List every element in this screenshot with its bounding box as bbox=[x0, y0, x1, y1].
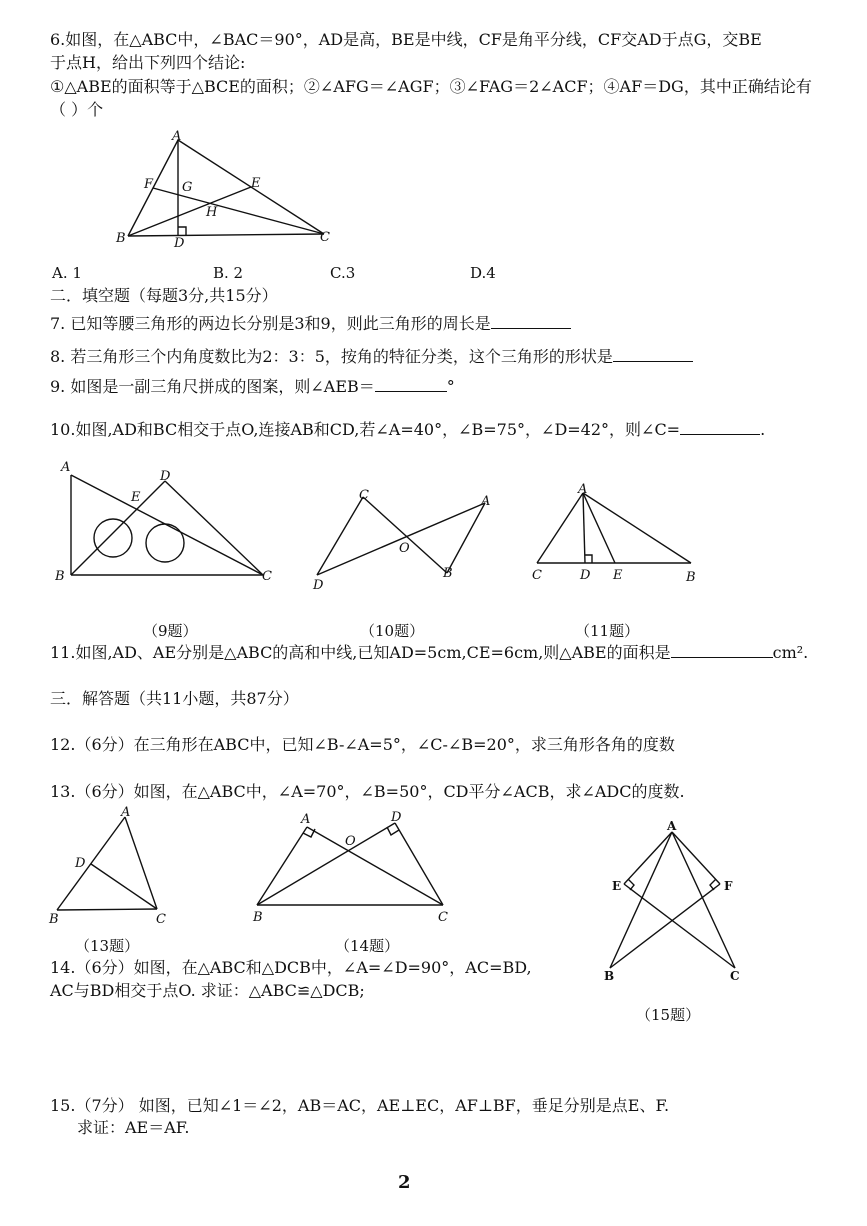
segment-bd bbox=[257, 823, 395, 905]
q9-suffix: ° bbox=[446, 377, 455, 396]
q6-line3: ①△ABE的面积等于△BCE的面积；②∠AFG＝∠AGF；③∠FAG＝2∠ACF；④AF＝DG，其中正确结论有 bbox=[50, 77, 812, 96]
label-e: E bbox=[612, 879, 622, 893]
q11-text: 11.如图,AD、AE分别是△ABC的高和中线,已知AD=5cm,CE=6cm,则△ABE的面积是 bbox=[50, 643, 671, 662]
q9-text: 9. 如图是一副三角尺拼成的图案，则∠AEB＝ bbox=[50, 377, 375, 396]
q15-line2: 求证：AE＝AF. bbox=[77, 1118, 190, 1137]
segment-cd bbox=[91, 864, 157, 909]
q7-blank[interactable] bbox=[491, 314, 571, 329]
figure-q9 bbox=[55, 455, 285, 590]
label-d: D bbox=[160, 469, 171, 484]
q12: 12.（6分）在三角形在ABC中，已知∠B-∠A=5°，∠C-∠B=20°，求三角形各角的度数 bbox=[50, 735, 675, 754]
right-angle-d bbox=[178, 227, 186, 235]
edge-dc bbox=[165, 481, 263, 575]
figure-q14 bbox=[245, 805, 465, 930]
q11 bbox=[50, 643, 808, 663]
section2-heading: 二．填空题（每题3分,共15分） bbox=[50, 286, 278, 305]
circle-left bbox=[94, 519, 132, 557]
q13: 13.（6分）如图，在△ABC中，∠A=70°，∠B=50°，CD平分∠ACB，求∠ADC的度数. bbox=[50, 782, 685, 801]
q7 bbox=[50, 314, 571, 334]
label-a: A bbox=[481, 494, 491, 509]
label-a: A bbox=[578, 483, 588, 497]
label-b: B bbox=[443, 566, 453, 581]
q9-blank[interactable] bbox=[375, 377, 447, 392]
figure-q10 bbox=[305, 485, 505, 595]
section3-heading: 三．解答题（共11小题，共87分） bbox=[50, 689, 299, 708]
segment-dc bbox=[395, 823, 443, 905]
label-a: A bbox=[121, 805, 131, 820]
q15-line1: 15.（7分） 如图，已知∠1＝∠2，AB＝AC，AE⊥EC，AF⊥BF，垂足分别是点E、F. bbox=[50, 1096, 670, 1115]
q14-line1: 14.（6分）如图，在△ABC和△DCB中，∠A=∠D=90°，AC=BD, bbox=[50, 958, 532, 977]
label-a: A bbox=[667, 819, 677, 833]
q10-blank[interactable] bbox=[680, 420, 760, 435]
segment-ba bbox=[257, 827, 307, 905]
label-g: G bbox=[182, 180, 193, 195]
label-c: C bbox=[730, 969, 740, 983]
edge-bd bbox=[71, 481, 165, 575]
label-b: B bbox=[604, 969, 615, 983]
q8-text: 8. 若三角形三个内角度数比为2：3：5，按角的特征分类，这个三角形的形状是 bbox=[50, 347, 613, 366]
q11-unit: cm². bbox=[772, 643, 809, 662]
segment-cd bbox=[317, 497, 363, 575]
segment-af bbox=[672, 832, 720, 884]
label-f: F bbox=[724, 879, 733, 893]
right-angle-d bbox=[585, 555, 592, 563]
figure-q11 bbox=[525, 483, 710, 588]
label-c: C bbox=[320, 230, 330, 245]
label-c: C bbox=[262, 569, 272, 584]
label-b: B bbox=[116, 231, 126, 246]
segment-bc bbox=[128, 234, 324, 236]
segment-da bbox=[317, 503, 485, 575]
segment-ab bbox=[610, 832, 672, 968]
q8-blank[interactable] bbox=[613, 347, 693, 362]
label-o: O bbox=[399, 541, 410, 556]
label-b: B bbox=[686, 570, 696, 585]
label-e: E bbox=[613, 568, 623, 583]
segment-fb bbox=[610, 884, 720, 968]
edge-bc bbox=[57, 909, 157, 910]
edge-ac bbox=[125, 817, 157, 909]
segment-cb bbox=[363, 497, 447, 573]
label-c: C bbox=[532, 568, 542, 583]
q14-line2: AC与BD相交于点O. 求证：△ABC≌△DCB; bbox=[50, 981, 365, 1000]
label-d: D bbox=[391, 810, 402, 825]
q10-suffix: . bbox=[760, 420, 766, 439]
label-h: H bbox=[206, 205, 218, 220]
q6-option-c: C.3 bbox=[330, 264, 356, 282]
q6-option-b: B. 2 bbox=[213, 264, 244, 282]
q11-blank[interactable] bbox=[671, 643, 773, 658]
q6-line1: 6.如图，在△ABC中，∠BAC＝90°，AD是高，BE是中线，CF是角平分线，CF交AD于点G，交BE bbox=[50, 30, 762, 49]
figure-q13 bbox=[45, 805, 185, 930]
label-d: D bbox=[75, 856, 86, 871]
label-a: A bbox=[61, 460, 71, 475]
label-c: C bbox=[156, 912, 166, 927]
right-angle-d bbox=[387, 827, 399, 835]
label-d: D bbox=[313, 578, 324, 593]
q7-text: 7. 已知等腰三角形的两边长分别是3和9，则此三角形的周长是 bbox=[50, 314, 491, 333]
label-d: D bbox=[580, 568, 591, 583]
segment-ab bbox=[447, 503, 485, 573]
segment-ad bbox=[583, 493, 585, 563]
q10-text: 10.如图,AD和BC相交于点O,连接AB和CD,若∠A=40°，∠B=75°，∠D=42°，则∠C= bbox=[50, 420, 681, 439]
caption-q14: （14题） bbox=[335, 937, 400, 955]
segment-ae bbox=[624, 832, 672, 884]
q10 bbox=[50, 420, 765, 440]
caption-q10: （10题） bbox=[360, 622, 425, 640]
label-b: B bbox=[253, 910, 263, 925]
q8 bbox=[50, 347, 693, 367]
q6-line2: 于点H，给出下列四个结论: bbox=[50, 53, 246, 72]
label-o: O bbox=[345, 834, 356, 849]
segment-ac bbox=[307, 827, 443, 905]
q6-option-a: A. 1 bbox=[52, 264, 82, 282]
label-e: E bbox=[131, 490, 141, 505]
label-e: E bbox=[251, 176, 261, 191]
label-c: C bbox=[438, 910, 448, 925]
label-f: F bbox=[144, 177, 154, 192]
edge-ab bbox=[57, 817, 125, 910]
caption-q13: （13题） bbox=[75, 937, 140, 955]
edge-ac bbox=[537, 493, 583, 563]
figure-q6 bbox=[110, 130, 340, 250]
label-a: A bbox=[172, 130, 182, 144]
circle-right bbox=[146, 524, 184, 562]
label-b: B bbox=[55, 569, 65, 584]
q6-option-d: D.4 bbox=[470, 264, 496, 282]
figure-q15 bbox=[600, 818, 750, 983]
segment-ec bbox=[624, 884, 735, 968]
caption-q9: （9题） bbox=[143, 622, 198, 640]
label-a: A bbox=[301, 812, 311, 827]
q6-line4: （ ）个 bbox=[50, 100, 104, 119]
segment-ac bbox=[672, 832, 735, 968]
q9 bbox=[50, 377, 455, 397]
label-d: D bbox=[174, 236, 185, 250]
label-b: B bbox=[49, 912, 59, 927]
label-c: C bbox=[359, 488, 369, 503]
caption-q11: （11题） bbox=[575, 622, 640, 640]
page-number: 2 bbox=[398, 1172, 411, 1193]
caption-q15: （15题） bbox=[636, 1006, 701, 1024]
